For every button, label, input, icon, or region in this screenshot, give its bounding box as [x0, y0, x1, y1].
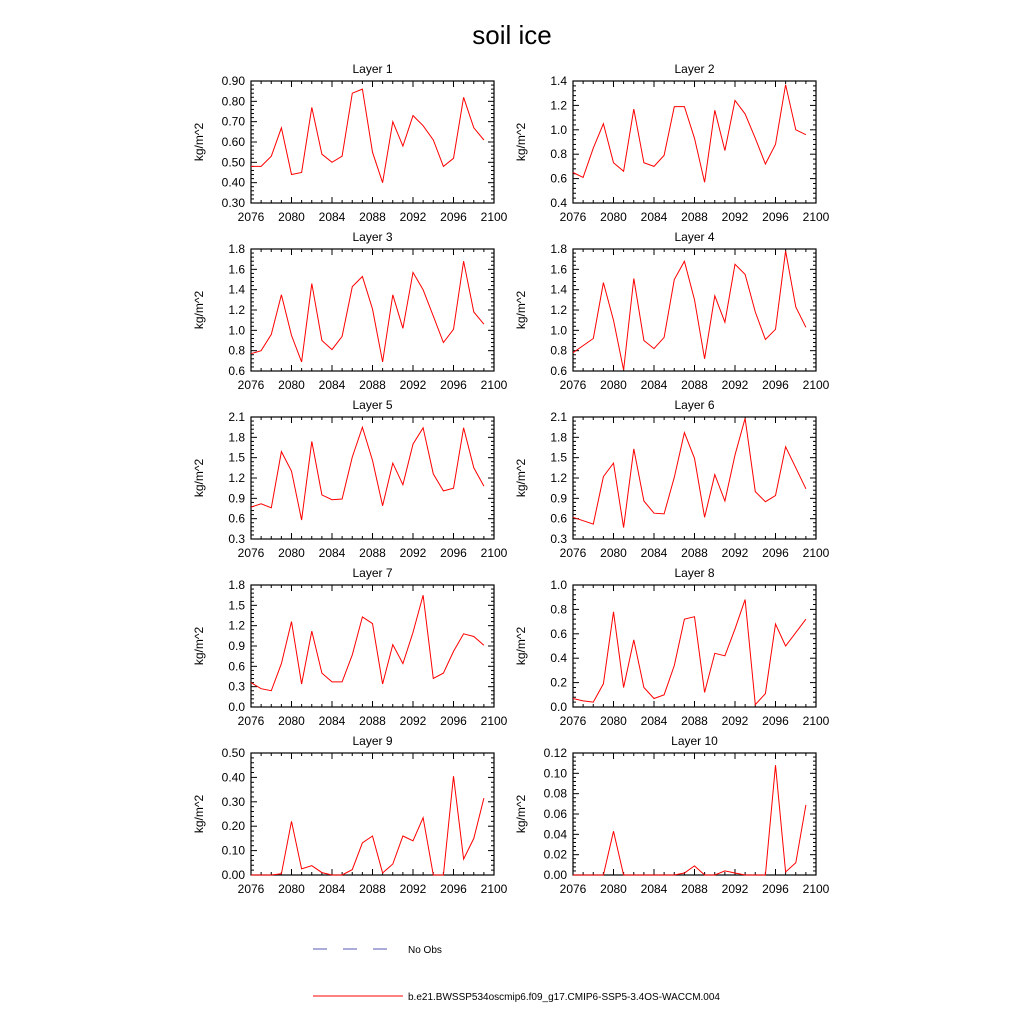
x-tick-label: 2096 [440, 546, 467, 560]
y-tick-label: 1.2 [550, 471, 567, 485]
y-tick-label: 0.90 [221, 74, 245, 88]
panel-title: Layer 4 [674, 230, 715, 244]
y-tick-label: 1.0 [550, 122, 567, 137]
x-tick-label: 2092 [721, 714, 749, 728]
x-tick-label: 2080 [600, 714, 627, 728]
y-axis-label: kg/m^2 [514, 290, 528, 330]
y-tick-label: 0.3 [228, 532, 245, 546]
y-tick-label: 0.8 [550, 147, 567, 162]
y-tick-label: 1.2 [550, 303, 567, 317]
x-tick-label: 2076 [559, 210, 587, 224]
y-axis-label: kg/m^2 [192, 290, 206, 330]
x-tick-label: 2080 [600, 210, 627, 224]
x-tick-label: 2088 [359, 714, 386, 728]
y-tick-label: 0.4 [550, 651, 567, 666]
y-tick-label: 0.12 [543, 746, 567, 760]
y-tick-label: 1.4 [550, 282, 567, 297]
y-tick-label: 0.20 [221, 819, 245, 834]
y-tick-label: 0.50 [221, 746, 245, 760]
y-tick-label: 1.2 [228, 471, 245, 485]
y-tick-label: 0.40 [221, 175, 245, 190]
x-tick-label: 2096 [440, 882, 467, 896]
x-tick-label: 2084 [318, 378, 346, 392]
x-tick-label: 2092 [721, 378, 749, 392]
x-tick-label: 2092 [399, 546, 427, 560]
y-tick-label: 1.6 [550, 262, 567, 277]
x-tick-label: 2088 [681, 882, 708, 896]
y-tick-label: 0.40 [221, 770, 245, 785]
y-tick-label: 0.6 [550, 626, 567, 641]
y-tick-label: 0.0 [228, 700, 245, 714]
y-axis-label: kg/m^2 [514, 626, 528, 666]
y-axis-label: kg/m^2 [192, 458, 206, 498]
y-tick-label: 0.70 [221, 114, 245, 129]
x-tick-label: 2088 [681, 714, 708, 728]
panel-title: Layer 2 [674, 62, 715, 76]
y-tick-label: 0.60 [221, 135, 245, 149]
x-tick-label: 2100 [480, 714, 508, 728]
y-tick-label: 0.6 [228, 659, 245, 674]
y-axis-label: kg/m^2 [514, 122, 528, 162]
x-tick-label: 2084 [640, 378, 668, 392]
y-tick-label: 0.3 [228, 679, 245, 694]
y-tick-label: 0.10 [221, 843, 245, 858]
y-tick-label: 0.08 [543, 786, 567, 801]
x-tick-label: 2096 [440, 210, 467, 224]
y-tick-label: 1.2 [228, 618, 245, 633]
x-tick-label: 2080 [600, 882, 627, 896]
y-tick-label: 1.5 [228, 450, 245, 465]
panel-title: Layer 8 [674, 566, 715, 580]
y-tick-label: 0.6 [550, 364, 567, 378]
x-tick-label: 2088 [681, 546, 708, 560]
x-tick-label: 2076 [237, 378, 265, 392]
x-tick-label: 2084 [640, 546, 668, 560]
x-tick-label: 2088 [359, 546, 386, 560]
x-tick-label: 2088 [359, 210, 386, 224]
x-tick-label: 2076 [237, 546, 265, 560]
y-axis-label: kg/m^2 [514, 794, 528, 834]
x-tick-label: 2100 [480, 546, 508, 560]
y-tick-label: 0.8 [550, 343, 567, 358]
x-tick-label: 2100 [480, 882, 508, 896]
panel-title: Layer 3 [352, 230, 393, 244]
y-tick-label: 0.0 [550, 700, 567, 714]
y-tick-label: 1.0 [228, 323, 245, 338]
x-tick-label: 2084 [318, 546, 346, 560]
x-tick-label: 2092 [399, 882, 427, 896]
y-tick-label: 0.30 [221, 794, 245, 809]
x-tick-label: 2088 [359, 882, 386, 896]
x-tick-label: 2096 [762, 378, 789, 392]
x-tick-label: 2080 [278, 882, 305, 896]
y-tick-label: 0.80 [221, 94, 245, 109]
y-tick-label: 1.6 [228, 262, 245, 277]
y-tick-label: 2.1 [228, 410, 245, 424]
x-tick-label: 2096 [762, 210, 789, 224]
y-tick-label: 1.8 [228, 578, 245, 592]
x-tick-label: 2100 [802, 882, 830, 896]
y-tick-label: 1.4 [550, 74, 567, 88]
y-tick-label: 0.06 [543, 807, 567, 821]
x-tick-label: 2076 [559, 378, 587, 392]
x-tick-label: 2100 [802, 546, 830, 560]
y-tick-label: 0.50 [221, 155, 245, 170]
x-tick-label: 2096 [762, 714, 789, 728]
x-tick-label: 2076 [559, 546, 587, 560]
y-tick-label: 1.8 [228, 430, 245, 445]
panel-title: Layer 9 [352, 734, 393, 748]
x-tick-label: 2084 [640, 210, 668, 224]
y-tick-label: 0.9 [228, 491, 245, 506]
panel-title: Layer 10 [671, 734, 718, 748]
x-tick-label: 2084 [318, 882, 346, 896]
x-tick-label: 2088 [681, 378, 708, 392]
y-tick-label: 1.2 [228, 303, 245, 317]
y-tick-label: 0.2 [550, 675, 567, 690]
x-tick-label: 2076 [559, 714, 587, 728]
y-tick-label: 1.8 [550, 430, 567, 445]
y-tick-label: 0.6 [550, 171, 567, 186]
x-tick-label: 2092 [721, 546, 749, 560]
y-tick-label: 0.6 [228, 364, 245, 378]
y-axis-label: kg/m^2 [192, 122, 206, 162]
y-tick-label: 0.4 [550, 196, 567, 210]
y-tick-label: 0.00 [543, 868, 567, 882]
x-tick-label: 2096 [440, 378, 467, 392]
y-tick-label: 0.9 [550, 491, 567, 506]
x-tick-label: 2076 [559, 882, 587, 896]
x-tick-label: 2100 [802, 714, 830, 728]
y-tick-label: 0.3 [550, 532, 567, 546]
panel-title: Layer 1 [352, 62, 393, 76]
y-tick-label: 1.5 [228, 598, 245, 613]
y-tick-label: 0.8 [228, 343, 245, 358]
x-tick-label: 2096 [762, 546, 789, 560]
panel-title: Layer 7 [352, 566, 393, 580]
x-tick-label: 2092 [721, 210, 749, 224]
y-tick-label: 0.00 [221, 868, 245, 882]
x-tick-label: 2100 [802, 378, 830, 392]
x-tick-label: 2092 [399, 378, 427, 392]
y-tick-label: 0.9 [228, 639, 245, 653]
x-tick-label: 2084 [318, 714, 346, 728]
x-tick-label: 2088 [359, 378, 386, 392]
x-tick-label: 2084 [640, 882, 668, 896]
y-tick-label: 1.0 [550, 323, 567, 338]
x-tick-label: 2080 [278, 378, 305, 392]
panel-title: Layer 6 [674, 398, 715, 412]
y-tick-label: 0.30 [221, 196, 245, 210]
figure-title: soil ice [472, 20, 552, 50]
legend-obs-label: No Obs [408, 945, 442, 956]
x-tick-label: 2100 [480, 210, 508, 224]
x-tick-label: 2096 [440, 714, 467, 728]
x-tick-label: 2080 [600, 378, 627, 392]
y-tick-label: 1.5 [550, 450, 567, 465]
y-tick-label: 0.6 [550, 511, 567, 526]
x-tick-label: 2100 [802, 210, 830, 224]
y-tick-label: 0.04 [543, 827, 567, 842]
y-tick-label: 0.6 [228, 511, 245, 526]
y-tick-label: 1.2 [550, 98, 567, 113]
x-tick-label: 2080 [600, 546, 627, 560]
x-tick-label: 2080 [278, 546, 305, 560]
y-tick-label: 1.8 [550, 242, 567, 256]
y-tick-label: 1.0 [550, 578, 567, 592]
x-tick-label: 2088 [681, 210, 708, 224]
y-axis-label: kg/m^2 [192, 626, 206, 666]
x-tick-label: 2076 [237, 882, 265, 896]
x-tick-label: 2096 [762, 882, 789, 896]
y-tick-label: 0.10 [543, 766, 567, 781]
panel-title: Layer 5 [352, 398, 393, 412]
x-tick-label: 2092 [721, 882, 749, 896]
x-tick-label: 2084 [640, 714, 668, 728]
y-tick-label: 0.8 [550, 602, 567, 617]
y-tick-label: 0.02 [543, 847, 567, 862]
x-tick-label: 2092 [399, 714, 427, 728]
y-axis-label: kg/m^2 [192, 794, 206, 834]
x-tick-label: 2076 [237, 714, 265, 728]
x-tick-label: 2092 [399, 210, 427, 224]
x-tick-label: 2080 [278, 210, 305, 224]
legend-model-label: b.e21.BWSSP534oscmip6.f09_g17.CMIP6-SSP5-3.4OS-WACCM.004 [408, 992, 720, 1003]
y-axis-label: kg/m^2 [514, 458, 528, 498]
x-tick-label: 2084 [318, 210, 346, 224]
x-tick-label: 2100 [480, 378, 508, 392]
x-tick-label: 2080 [278, 714, 305, 728]
x-tick-label: 2076 [237, 210, 265, 224]
y-tick-label: 1.8 [228, 242, 245, 256]
y-tick-label: 2.1 [550, 410, 567, 424]
y-tick-label: 1.4 [228, 282, 245, 297]
